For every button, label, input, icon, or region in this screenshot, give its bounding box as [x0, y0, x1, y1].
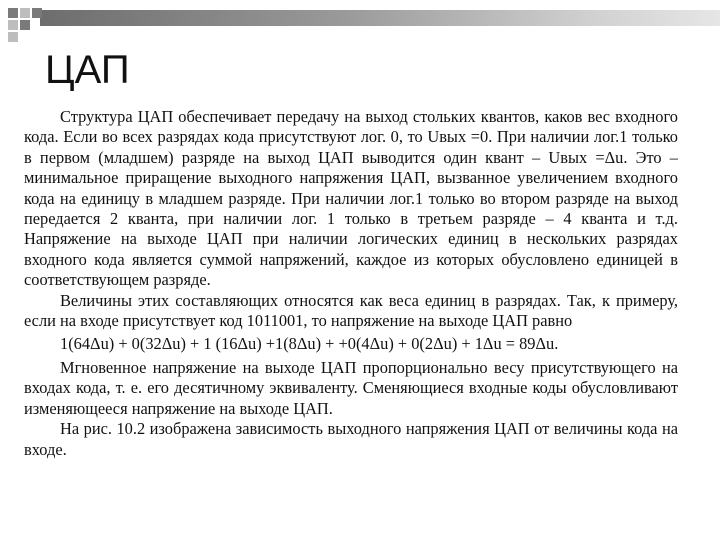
decoration-square [8, 32, 18, 42]
decoration-square [32, 8, 42, 18]
paragraph-structure: Структура ЦАП обеспечивает передачу на выход стольких квантов, каков вес входного кода. Если во всех разрядах кода присутствуют лог. 0, то Uвых =0. При наличии лог.1 только в первом (младшем) разряде на выход ЦАП выводится один квант – Uвых =Δu. Это – минимальное приращение выходного напряжения ЦАП, вызванное увеличением входного кода на единицу в младшем разряде. При наличии лог.1 только во втором разряде на выход передается 2 кванта, при наличии лог. 1 только в третьем разряде – 4 кванта и т.д. Напряжение на выходе ЦАП при наличии логических единиц в нескольких разрядах входного кода является суммой напряжений, каждое из которых обусловлено единицей в соответствующем разряде. [24, 107, 678, 290]
corner-squares-decoration [0, 0, 50, 50]
decoration-square [20, 8, 30, 18]
paragraph-figure-reference: На рис. 10.2 изображена зависимость выходного напряжения ЦАП от величины кода на входе. [24, 419, 678, 459]
paragraph-weights: Величины этих составляющих относятся как веса единиц в разрядах. Так, к примеру, если на входе присутствует код 1011001, то напряжение на выходе ЦАП равно [24, 290, 678, 331]
decoration-square [8, 8, 18, 18]
decoration-square [8, 20, 18, 30]
formula-line: 1(64Δu) + 0(32Δu) + 1 (16Δu) +1(8Δu) + +0(4Δu) + 0(2Δu) + 1Δu = 89Δu. [60, 334, 559, 354]
slide-title: ЦАП [45, 48, 130, 92]
slide-body [24, 107, 678, 460]
paragraph-instant-voltage: Мгновенное напряжение на выходе ЦАП пропорционально весу присутствующего на входах кода, т. е. его десятичному эквиваленту. Сменяющиеся входные коды обусловливают изменяющееся напряжение на выходе ЦАП. [24, 357, 678, 418]
header-decoration-bar [40, 10, 720, 26]
decoration-square [20, 20, 30, 30]
